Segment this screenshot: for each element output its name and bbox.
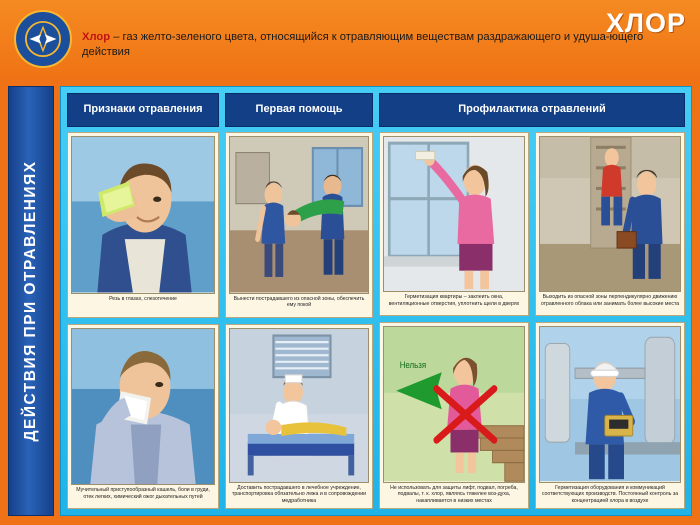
vertical-title: ДЕЙСТВИЯ ПРИ ОТРАВЛЕНИЯХ [22,160,39,442]
card-prevention-4-caption: Герметизация оборудования и коммуникаций соответствующих производств. Постоянный контроль за концентрацией хлора в воздухе [539,483,681,506]
section-first-aid-title: Первая помощь [225,93,373,127]
illustration-carry-victim [229,136,369,294]
section-first-aid [225,93,373,509]
card-signs-1-caption: Резь в глазах, слезотечение [71,294,215,314]
card-signs-2-caption: Мучительный приступообразный кашель, боли в груди, отек легких, химический ожог дыхательных путей [71,485,215,505]
card-first-aid-2-caption: Доставить пострадавшего в лечебное учреждение, транспортировка обязательно лежа и в сопровождении медработника [229,483,369,506]
card-prevention-2-caption: Выходить из опасной зоны перпендикулярно движению отравленного облака или занимать более высокие места [539,292,681,312]
card-first-aid-1-caption: Вынести пострадавшего из опасной зоны, обеспечить ему покой [229,294,369,314]
annotation-nelzya: Нельзя [399,359,427,371]
intro-text [82,30,672,60]
card-first-aid-1 [225,132,373,318]
illustration-cough [71,328,215,486]
page-title: ХЛОР [606,8,686,38]
illustration-equipment-control [539,326,681,482]
section-prevention [379,93,685,509]
intro-bold: Хлор [82,31,111,43]
section-prevention-title: Профилактика отравлений [379,93,685,127]
intro-rest: – газ желто-зеленого цвета, относящийся к отравляющим веществам раздражающего и удуша-ющего действия [82,31,644,59]
card-prevention-1-caption: Герметизация квартиры – заклеить окна, вентиляционные отверстия, уплотнить щели в дверях [383,292,525,312]
vertical-title-bar [8,86,54,516]
section-signs [67,93,219,509]
illustration-no-basement [383,326,525,482]
card-prevention-4 [535,322,685,509]
illustration-eye-irritation [71,136,215,294]
illustration-hospital-transport [229,328,369,483]
illustration-leave-zone [539,136,681,292]
star-icon [25,21,61,57]
card-signs-1 [67,132,219,318]
card-prevention-1 [379,132,529,316]
card-signs-2 [67,324,219,510]
emercom-star-emblem [14,10,72,68]
header-band [0,0,700,78]
card-prevention-2 [535,132,685,316]
section-signs-title: Признаки отравления [67,93,219,127]
card-prevention-3-caption: Не использовать для защиты лифт, подвал, погреба, подвалы, т. к. хлор, являясь тяжелее воз-духа, накапливается в низких местах [383,483,525,506]
illustration-seal-window [383,136,525,292]
card-first-aid-2 [225,324,373,510]
content-panel [60,86,692,516]
card-prevention-3 [379,322,529,509]
